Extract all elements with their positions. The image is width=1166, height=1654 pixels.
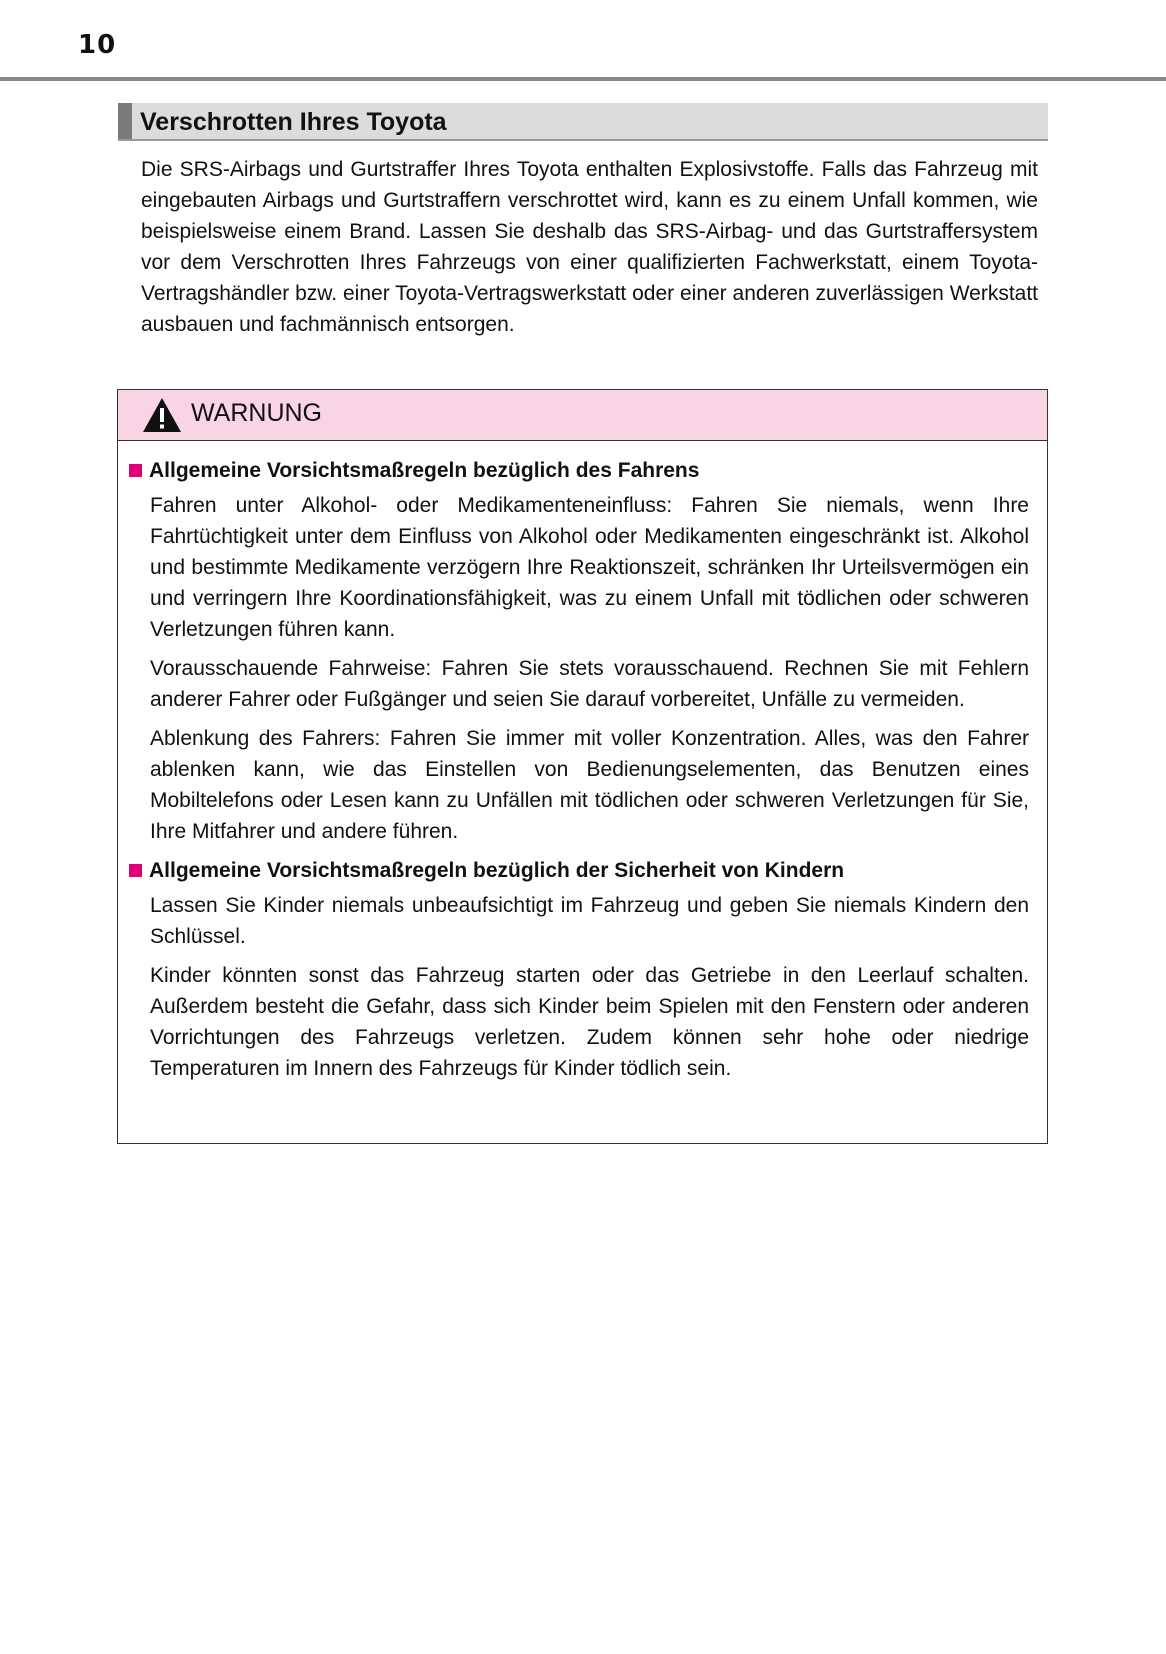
square-bullet-icon <box>129 464 142 477</box>
warning-header <box>118 390 1047 441</box>
warning-paragraph: Vorausschauende Fahrweise: Fahren Sie stets vorausschauend. Rechnen Sie mit Fehlern anderer Fahrer oder Fußgänger und seien Sie darauf vorbereitet, Unfälle zu vermeiden. <box>150 657 1029 711</box>
warning-box <box>117 389 1048 1144</box>
section-intro: Die SRS-Airbags und Gurtstraffer Ihres Toyota enthalten Explosivstoffe. Falls das Fahrzeug mit eingebauten Airbags und Gurtstraffern verschrottet wird, kann es zu einem Unfall kommen, wie beispielsweise einem Brand. Lassen Sie deshalb das SRS-Airbag- und das Gurtstraffersystem vor dem Verschrotten Ihres Fahrzeugs von einer qualifizierten Fachwerkstatt, einem Toyota-Vertragshändler bzw. einer Toyota-Vertragswerkstatt oder einer anderen zuverlässigen Werkstatt ausbauen und fachmännisch entsorgen. <box>141 158 1038 336</box>
section-header <box>118 103 1048 141</box>
warning-paragraph: Ablenkung des Fahrers: Fahren Sie immer mit voller Konzentration. Alles, was den Fahrer ablenken kann, wie das Einstellen von Bedienungselementen, das Benutzen eines Mobiltelefons oder Lesen kann zu Unfällen mit tödlichen oder schweren Verletzungen für Sie, Ihre Mitfahrer und andere führen. <box>150 727 1029 843</box>
warning-paragraph: Kinder könnten sonst das Fahrzeug starten oder das Getriebe in den Leerlauf schalten. Außerdem besteht die Gefahr, dass sich Kinder beim Spielen mit den Fenstern oder anderen Vorrichtungen des Fahrzeugs verletzen. Zudem können sehr hohe oder niedrige Temperaturen im Innern des Fahrzeugs für Kinder tödlich sein. <box>150 964 1029 1080</box>
section-title: Verschrotten Ihres Toyota <box>140 108 447 136</box>
header-rule <box>0 77 1166 81</box>
warning-triangle-icon <box>142 397 182 433</box>
warning-topic-title: Allgemeine Vorsichtsmaßregeln bezüglich des Fahrens <box>149 459 700 482</box>
warning-topic-heading <box>129 855 1029 886</box>
section-header-bar <box>118 103 132 139</box>
warning-topic-heading <box>129 455 1029 486</box>
warning-paragraph: Fahren unter Alkohol- oder Medikamenteneinfluss: Fahren Sie niemals, wenn Ihre Fahrtüchtigkeit unter dem Einfluss von Alkohol oder Medikamenten eingeschränkt ist. Alkohol und bestimmte Medikamente verzögern Ihre Reaktionszeit, schränken Ihr Urteilsvermögen ein und verringern Ihre Koordinationsfähigkeit, was zu einem Unfall mit tödlichen oder schweren Verletzungen führen kann. <box>150 494 1029 641</box>
page-number: 10 <box>78 30 117 60</box>
square-bullet-icon <box>129 864 142 877</box>
warning-body <box>118 441 1047 1084</box>
warning-paragraph: Lassen Sie Kinder niemals unbeaufsichtigt im Fahrzeug und geben Sie niemals Kindern den Schlüssel. <box>150 894 1029 948</box>
warning-topic-title: Allgemeine Vorsichtsmaßregeln bezüglich der Sicherheit von Kindern <box>149 859 845 882</box>
warning-label: WARNUNG <box>191 399 323 427</box>
